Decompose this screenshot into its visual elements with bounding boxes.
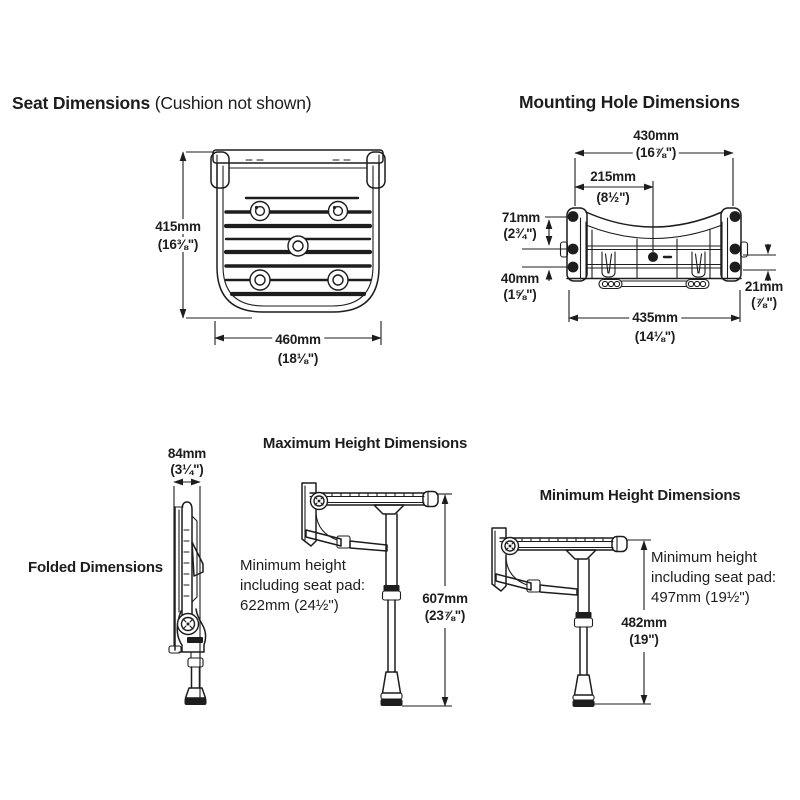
folded-dimension-lines <box>174 482 200 704</box>
min-height-side-view <box>492 528 627 707</box>
mounting-holes <box>568 211 741 272</box>
min-height-note-line2: including seat pad: <box>651 569 777 586</box>
max-height-section-title: Maximum Height Dimensions <box>262 435 468 452</box>
seat-section-title-bold: Seat Dimensions <box>12 93 151 113</box>
folded-side-view <box>169 502 207 705</box>
seat-height-mm-label: 415mm <box>152 219 204 234</box>
hinge-icon <box>311 493 328 510</box>
mounting-top-width-in-label: (16⅞") <box>633 145 679 160</box>
seat-section-title-note: (Cushion not shown) <box>150 93 312 113</box>
max-height-mm-label: 607mm <box>419 591 471 606</box>
max-height-note-line1: Minimum height <box>240 557 346 574</box>
min-height-in-label: (19") <box>626 632 661 647</box>
min-height-note-line1: Minimum height <box>651 549 757 566</box>
min-height-mm-label: 482mm <box>618 615 670 630</box>
folded-section-title: Folded Dimensions <box>28 559 163 576</box>
mounting-offset-in-label: (⅞") <box>751 295 777 310</box>
seat-top-view <box>211 150 385 312</box>
folded-depth-in-label: (3¼") <box>170 462 204 477</box>
mounting-bottom-width-in-label: (14⅛") <box>634 329 676 344</box>
mounting-center-in-label: (8½") <box>596 190 630 205</box>
max-height-note <box>240 556 365 616</box>
mounting-center-mm-label: 215mm <box>590 169 636 184</box>
min-height-section-title: Minimum Height Dimensions <box>539 487 741 504</box>
max-height-note-line3: 622mm (24½") <box>240 597 339 614</box>
seat-height-in-label: (16⅜") <box>155 237 201 252</box>
mounting-dimension-lines <box>522 153 776 322</box>
mounting-bracket-view <box>561 208 748 289</box>
mounting-bottom-width-mm-label: 435mm <box>629 310 681 325</box>
seat-width-mm-label: 460mm <box>272 332 324 347</box>
mounting-upper-mm-label: 71mm <box>501 210 541 225</box>
seat-width-in-label: (18⅛") <box>277 351 319 366</box>
min-height-note-line3: 497mm (19½") <box>651 589 750 606</box>
mounting-section-title: Mounting Hole Dimensions <box>519 92 740 112</box>
mounting-lower-mm-label: 40mm <box>500 271 540 286</box>
seat-dimension-lines <box>183 152 381 345</box>
folded-depth-mm-label: 84mm <box>167 446 207 461</box>
seat-section-title <box>12 93 311 114</box>
mounting-upper-in-label: (2¾") <box>503 226 537 241</box>
max-height-note-line2: including seat pad: <box>240 577 366 594</box>
seat-screw-bosses <box>250 202 348 291</box>
hinge-icon <box>502 538 519 555</box>
max-height-in-label: (23⅞") <box>422 608 468 623</box>
mounting-lower-in-label: (1⅝") <box>503 287 537 302</box>
mounting-offset-mm-label: 21mm <box>744 279 784 294</box>
min-height-note <box>651 548 776 608</box>
hinge-icon <box>178 614 199 635</box>
mounting-top-width-mm-label: 430mm <box>633 128 679 143</box>
